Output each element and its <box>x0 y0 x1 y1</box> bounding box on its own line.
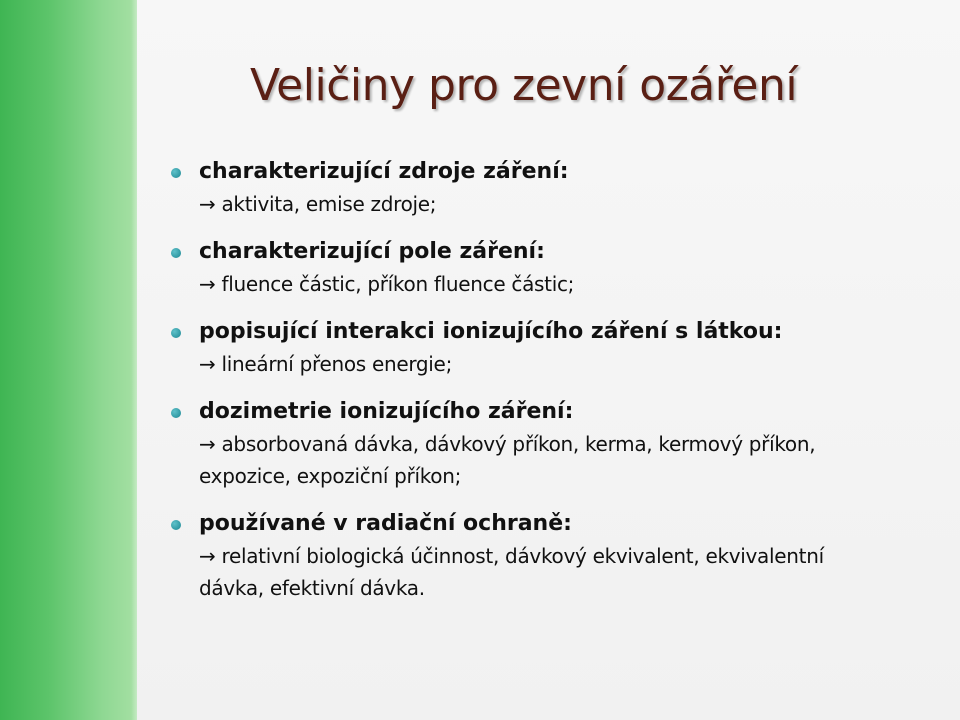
bullet-detail-text: fluence částic, příkon fluence částic; <box>221 272 575 296</box>
bullet-list <box>168 156 888 620</box>
slide-title: Veličiny pro zevní ozáření <box>250 60 798 111</box>
bullet-dot-icon <box>171 520 181 530</box>
arrow-icon: → <box>199 432 216 456</box>
bullet-detail-text: absorbovaná dávka, dávkový příkon, kerma, kermový příkon, expozice, expoziční příkon; <box>199 432 816 488</box>
bullet-detail <box>199 348 888 380</box>
bullet-heading: popisující interakci ionizujícího záření s látkou: <box>199 319 783 344</box>
bullet-detail-text: lineární přenos energie; <box>221 352 453 376</box>
bullet-heading: dozimetrie ionizujícího záření: <box>199 399 574 424</box>
arrow-icon: → <box>199 352 216 376</box>
arrow-icon: → <box>199 192 216 216</box>
bullet-detail <box>199 540 888 604</box>
bullet-item <box>168 508 888 604</box>
bullet-heading: charakterizující zdroje záření: <box>199 159 569 184</box>
bullet-item <box>168 236 888 300</box>
bullet-item <box>168 316 888 380</box>
bullet-dot-icon <box>171 328 181 338</box>
bullet-item <box>168 396 888 492</box>
bullet-dot-icon <box>171 168 181 178</box>
bullet-heading: charakterizující pole záření: <box>199 239 545 264</box>
bullet-detail-text: aktivita, emise zdroje; <box>221 192 437 216</box>
bullet-detail <box>199 268 888 300</box>
arrow-icon: → <box>199 544 216 568</box>
bullet-heading: používané v radiační ochraně: <box>199 511 572 536</box>
bullet-detail <box>199 188 888 220</box>
bullet-detail <box>199 428 888 492</box>
green-side-band <box>0 0 137 720</box>
bullet-detail-text: relativní biologická účinnost, dávkový ekvivalent, ekvivalentní dávka, efektivní dávka. <box>199 544 824 600</box>
bullet-item <box>168 156 888 220</box>
bullet-dot-icon <box>171 408 181 418</box>
arrow-icon: → <box>199 272 216 296</box>
bullet-dot-icon <box>171 248 181 258</box>
